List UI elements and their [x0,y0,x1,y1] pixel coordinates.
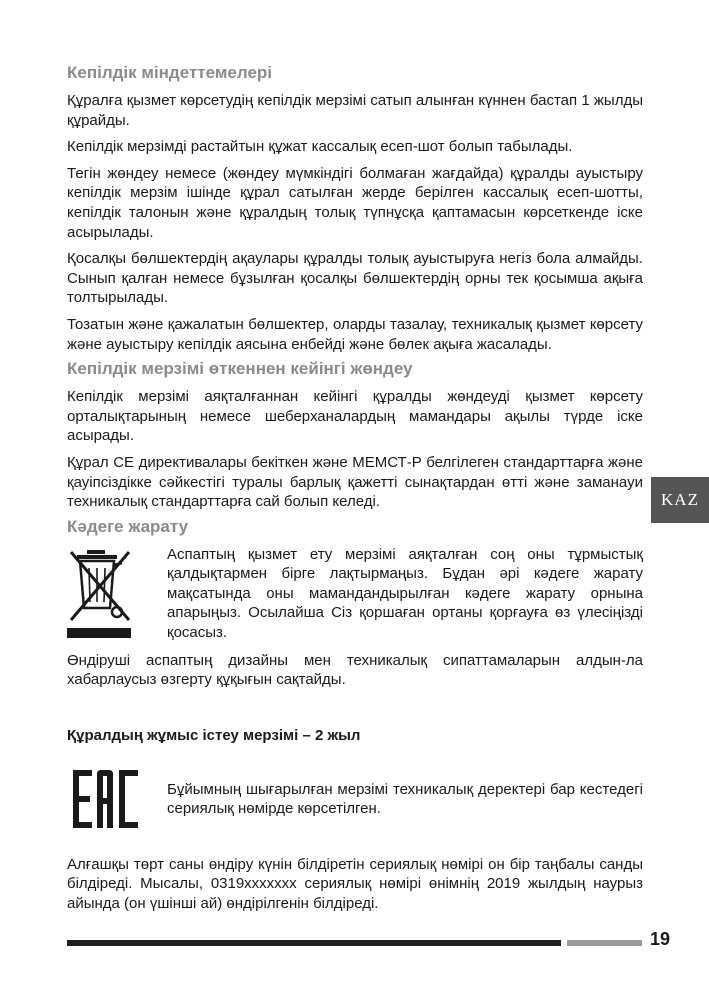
disposal-heading: Кәдеге жарату [67,516,189,536]
post-warranty-paragraph-2: Құрал CE директивалары бекіткен және МЕМСТ-Р белгілеген стандарттарға және қауіпсіздікке сәйкестігі туралы барлық қажетті сынақтардан өтті және заманауи техникалық стандарттарға сай болып келеді. [67,453,643,511]
serial-number-paragraph: Алғашқы төрт саны өндіру күнін білдіретін сериялық нөмірі он бір таңбалы санды білдіреді. Мысалы, 0319xxxxxxx сериялық нөмірі өнімнің 2019 жылдың наурыз айында (он үшінші ай) өндірілгенін білдіреді. [67,855,643,913]
crossed-out-wheelie-bin-icon [67,545,167,645]
disposal-paragraph-2: Өндіруші аспаптың дизайны мен техникалық сипаттамаларын алдын-ла хабарлаусыз өзгерту құқығын сақтайды. [67,651,643,689]
warranty-paragraph-3: Тегін жөндеу немесе (жөндеу мүмкіндігі болмаған жағдайда) құралды ауыстыру кепілдік мерзім ішінде құрал сатылған жерде берілген кассалық есеп-шотты, кепілдік талонын және құралдың толық түпнұсқа қаптамасын көрсеткенде іске асырылады. [67,164,643,241]
disposal-paragraph-1: Аспаптың қызмет ету мерзімі аяқталған соң оны тұрмыстық қалдықтармен бірге лақтырмаңыз. Бұдан әрі кәдеге жарату мақсатында оны мамандандырылған кәдеге жарату орнына апарыңыз. Осылайша Сіз қоршаған ортаны қорғауға өз үлесіңізді қосасыз. [167,545,643,642]
warranty-paragraph-1: Құралға қызмет көрсетудің кепілдік мерзімі сатып алынған күннен бастап 1 жылды құрайды. [67,92,643,129]
page-number: 19 [650,929,671,949]
warranty-paragraph-2: Кепілдік мерзімді растайтын құжат кассалық есеп-шот болып табылады. [67,138,573,156]
disposal-block [67,545,643,645]
post-warranty-paragraph-1: Кепілдік мерзімі аяқталғаннан кейінгі құралды жөндеуді қызмет көрсету орталықтарының немесе шеберханалардың мамандары ақылы түрде іске асырады. [67,388,643,445]
warranty-heading: Кепілдік міндеттемелері [67,63,273,82]
warranty-paragraph-5: Тозатын және қажалатын бөлшектер, оларды тазалау, техникалық қызмет көрсету және ауыстыру кепілдік аясына енбейді және бөлек ақыға жасалады. [67,315,643,353]
footer-divider-gray [567,940,642,946]
footer-divider-dark [67,940,561,946]
post-warranty-heading: Кепілдік мерзімі өткеннен кейінгі жөндеу [67,359,413,379]
language-tab: KAZ [651,477,709,523]
warranty-paragraph-4: Қосалқы бөлшектердің ақаулары құралды толық ауыстыруға негіз бола алмайды. Сынып қалған немесе бұзылған қосалқы бөлшектердің орны тек қосымша ақыға толтырылады. [67,250,643,307]
eac-mark-icon [67,768,167,835]
eac-block [67,768,643,835]
service-life-heading: Құралдың жұмыс істеу мерзімі – 2 жыл [67,726,361,744]
eac-paragraph: Бұйымның шығарылған мерзімі техникалық деректері бар кестедегі сериялық нөмірде көрсетілген. [167,780,643,818]
page-content [67,62,643,921]
